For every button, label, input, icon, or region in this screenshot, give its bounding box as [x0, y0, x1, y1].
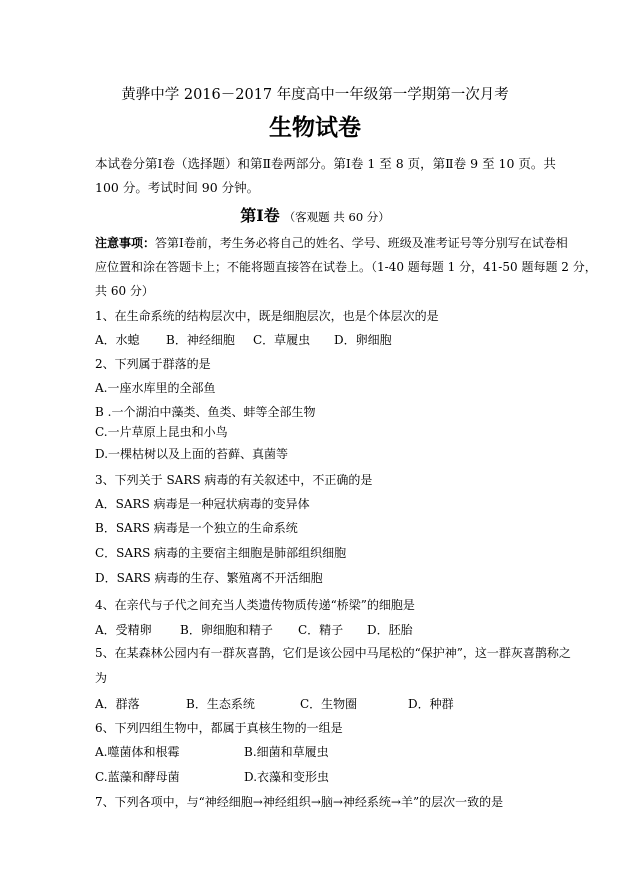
question-6-option-b: B.细菌和草履虫 [244, 745, 329, 759]
question-4-stem: 4、在亲代与子代之间充当人类遗传物质传递“桥梁”的细胞是 [95, 598, 415, 612]
question-2-stem: 2、下列属于群落的是 [95, 357, 211, 371]
question-3-option-b: B．SARS 病毒是一个独立的生命系统 [95, 521, 298, 535]
question-2-option-d: D.一棵枯树以及上面的苔藓、真菌等 [95, 447, 289, 461]
question-3-option-a: A．SARS 病毒是一种冠状病毒的变异体 [95, 497, 310, 511]
question-4-option-d: D．胚胎 [367, 623, 413, 637]
question-1-stem: 1、在生命系统的结构层次中，既是细胞层次，也是个体层次的是 [95, 309, 439, 323]
notes-line-3: 共 60 分） [95, 284, 154, 298]
question-3-option-d: D．SARS 病毒的生存、繁殖离不开活细胞 [95, 571, 323, 585]
question-2-option-c: C.一片草原上昆虫和小鸟 [95, 425, 228, 439]
question-4-option-b: B．卵细胞和精子 [180, 623, 273, 637]
question-5-option-b: B．生态系统 [186, 697, 255, 711]
section-title: 第Ⅰ卷 [240, 206, 280, 225]
question-6-option-c: C.蓝藻和酵母菌 [95, 770, 180, 784]
intro-line-1: 本试卷分第Ⅰ卷（选择题）和第Ⅱ卷两部分。第Ⅰ卷 1 至 8 页，第Ⅱ卷 9 至 10 页。共 [95, 156, 556, 171]
question-1-option-c: C．草履虫 [253, 333, 311, 347]
question-6-option-d: D.衣藻和变形虫 [244, 770, 330, 784]
question-5-option-a: A．群落 [95, 697, 140, 711]
question-4-option-c: C．精子 [298, 623, 344, 637]
question-5-stem-continued: 为 [95, 671, 108, 685]
question-7-stem: 7、下列各项中，与“神经细胞→神经组织→脑→神经系统→羊”的层次一致的是 [95, 795, 504, 809]
question-6-stem: 6、下列四组生物中，都属于真核生物的一组是 [95, 721, 343, 735]
section-heading [0, 207, 630, 226]
section-subtitle: （客观题 共 60 分） [283, 210, 390, 224]
question-5-option-d: D．种群 [408, 697, 454, 711]
school-exam-title: 黄骅中学 2016－2017 年度高中一年级第一学期第一次月考 [121, 87, 509, 103]
question-5-stem: 5、在某森林公园内有一群灰喜鹊，它们是该公园中马尾松的“保护神”，这一群灰喜鹊称之 [95, 646, 571, 660]
question-1-option-b: B．神经细胞 [166, 333, 235, 347]
notes-text-1: 答第Ⅰ卷前，考生务必将自己的姓名、学号、班级及准考证号等分别写在试卷相 [155, 236, 568, 250]
notes-label: 注意事项： [95, 236, 156, 250]
question-3-stem: 3、下列关于 SARS 病毒的有关叙述中，不正确的是 [95, 473, 373, 487]
question-6-option-a: A.噬菌体和根霉 [95, 745, 180, 759]
question-2-option-a: A.一座水库里的全部鱼 [95, 381, 216, 395]
subject-title: 生物试卷 [269, 114, 361, 141]
question-1-option-a: A．水螅 [95, 333, 140, 347]
question-2-option-b: B .一个湖泊中藻类、鱼类、蚌等全部生物 [95, 405, 316, 419]
notes-line-2: 应位置和涂在答题卡上；不能将题直接答在试卷上。（1-40 题每题 1 分，41-50 题每题 2 分， [95, 260, 597, 274]
notes-line-1 [95, 236, 568, 250]
question-3-option-c: C．SARS 病毒的主要宿主细胞是肺部组织细胞 [95, 546, 347, 560]
question-5-option-c: C．生物圈 [300, 697, 358, 711]
question-4-option-a: A．受精卵 [95, 623, 152, 637]
question-1-option-d: D．卵细胞 [334, 333, 392, 347]
intro-line-2: 100 分。考试时间 90 分钟。 [95, 180, 260, 195]
